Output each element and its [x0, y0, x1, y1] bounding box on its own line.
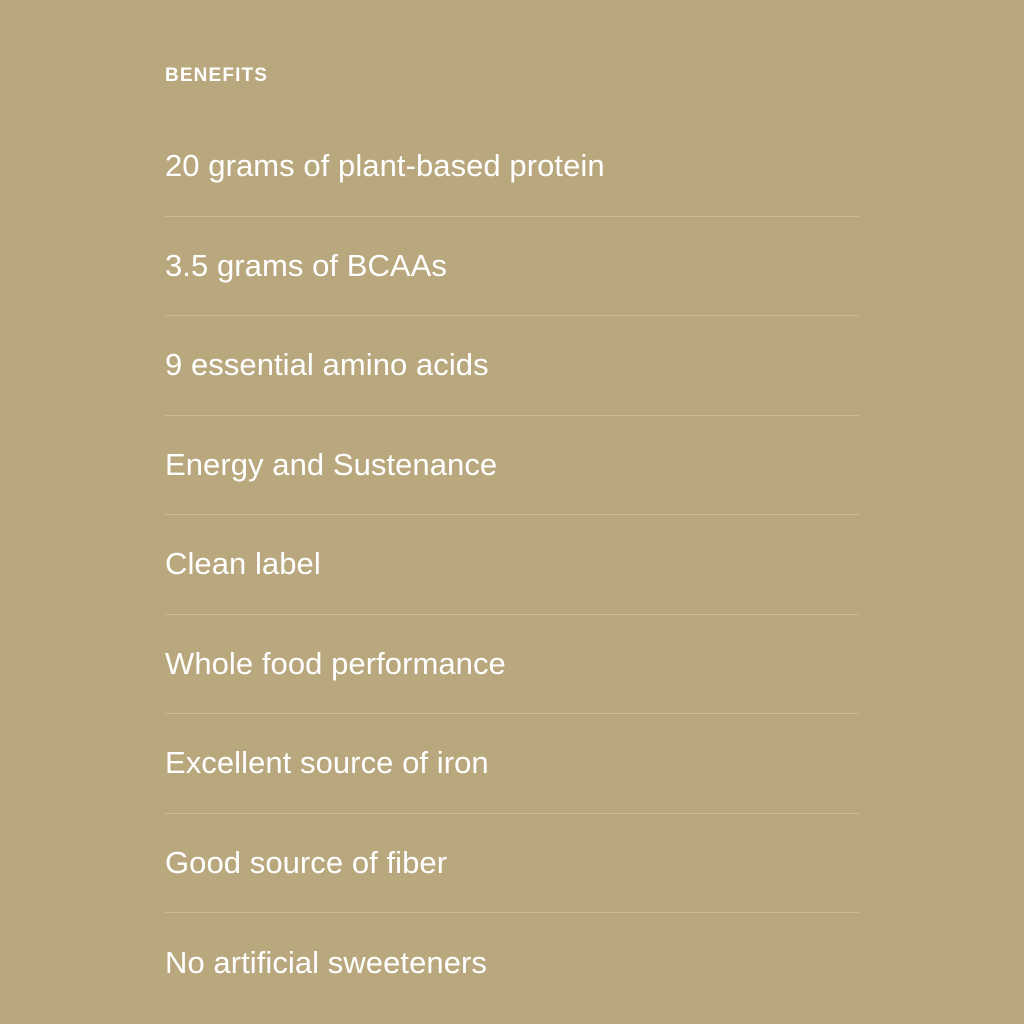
list-item: [165, 316, 859, 416]
benefits-list: [165, 117, 859, 1013]
benefit-label: 20 grams of plant-based protein: [165, 148, 605, 184]
list-item: [165, 515, 859, 615]
list-item: [165, 913, 859, 1013]
benefit-label: Energy and Sustenance: [165, 446, 498, 482]
list-item: [165, 217, 859, 317]
list-item: [165, 615, 859, 715]
benefit-label: No artificial sweeteners: [165, 944, 487, 980]
list-item: [165, 117, 859, 217]
list-item: [165, 714, 859, 814]
list-item: [165, 416, 859, 516]
list-item: [165, 814, 859, 914]
benefit-label: Whole food performance: [165, 645, 506, 681]
benefit-label: Good source of fiber: [165, 844, 448, 880]
benefit-label: Clean label: [165, 546, 321, 582]
benefit-label: 9 essential amino acids: [165, 347, 489, 383]
benefit-label: 3.5 grams of BCAAs: [165, 247, 447, 283]
benefits-panel: [165, 0, 859, 1024]
benefit-label: Excellent source of iron: [165, 745, 489, 781]
page-title: BENEFITS: [165, 65, 269, 86]
